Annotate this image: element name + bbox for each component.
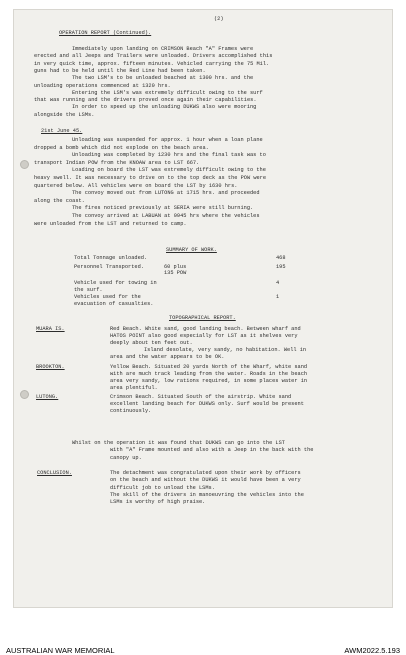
text-line: unloading operations commenced at 1320 hrs. [34,82,171,89]
reference-number: AWM2022.5.193 [344,646,400,655]
summary-value: 195 [276,264,286,270]
topo-line: Crimson Beach. Situated South of the airstrip. White sand [110,394,292,400]
text-line: guns had to be held until the Red Line had been taken. [34,67,206,74]
topo-line: Yellow Beach. Situated 20 yards North of the Wharf, white sand [110,364,308,370]
summary-value: 1 [276,294,280,300]
text-line: canopy up. [110,454,142,461]
summary-label: the surf. [74,287,103,293]
text-line: Unloading was suspended for approx. 1 hour when a loan plane [72,137,263,143]
text-line: The convoy moved out from LUTONG at 1715 hrs. and proceeded [72,190,260,197]
topo-line: with are much track leading from the water. Roads in the beach [110,371,308,377]
text-line: that was running and the drivers proved once again their capabilities. [34,97,257,104]
summary-value: 468 [276,255,286,261]
summary-value: 4 [276,280,280,286]
topo-line: area very sandy, low rations required, in some places water in [110,378,308,384]
text-line: quartered below. All vehicles were on board the LST by 1630 hrs. [34,182,238,189]
summary-label: Vehicle used for towing in [74,280,157,286]
text-line: alongside the LSMs. [34,111,95,118]
place-name: BROOKTON. [36,364,65,370]
topo-line: excellent landing beach for DUKWS only. Surf would be present [110,401,304,407]
conclusion-label: CONCLUSION. [37,470,72,476]
text-line: Immediately upon landing on CRIMSON Beach "A" Frames were [72,46,254,52]
summary-label: evacuation of casualties. [74,301,154,307]
punch-hole [20,160,29,169]
text-line: Entering the LSM's was extremely difficult owing to the surf [72,89,263,96]
text-line: were unloaded from the LST and returned to camp. [34,220,187,227]
text-line: along the coast. [34,197,85,204]
summary-label: Personnel Transported. [74,264,144,270]
text-line: heavy swell. It was necessary to drive on to the top deck as the POW were [34,175,267,181]
summary-label: Vehicles used for the [74,294,141,300]
topo-line: HATOS POINT also good especially for LST as it shelves very [110,333,298,339]
topo-line: continuously. [110,408,152,414]
text-line: transport Indian POW from the KNOAW area to LST 667. [34,159,200,166]
text-line: erected and all Jeeps and Trailers were unloaded. Drivers accomplished this [34,53,273,60]
topo-line: Red Beach. White sand, good landing beach. Between wharf and [110,326,301,332]
topo-line: Island desolate, very sandy, no habitation. Well in [144,347,307,353]
footer-bar [0,608,406,653]
text-line: difficult job to unload the LSMs. [110,484,215,491]
topo-line: area and the water appears to be OK. [110,354,225,360]
text-line: The convoy arrived at LABUAN at 0945 hrs where the vehicles [72,213,260,219]
text-line: The two LSM's to be unloaded beached at 1300 hrs. and the [72,75,254,82]
text-line: Loading on board the LST was extremely difficult owing to the [72,167,266,174]
document-page [14,10,392,607]
summary-detail: 60 plus 135 POW [164,264,187,276]
topo-line: area plentiful. [110,385,158,391]
report-heading: OPERATION REPORT (Continued). [59,30,152,36]
topo-heading: TOPOGRAPHICAL REPORT. [169,315,236,321]
text-line: The fires noticed previously at SERIA were still burning. [72,205,254,212]
date-heading: 21st June 45. [41,128,83,134]
summary-heading: SUMMARY OF WORK. [166,247,217,253]
text-line: The skill of the drivers in manoeuvring the vehicles into the [110,491,304,498]
text-line: with "A" Frame mounted and also with a Jeep in the back with the [110,447,314,454]
topo-line: deeply about ten feet out. [110,340,193,346]
text-line: In order to speed up the unloading DUKWS also were mooring [72,104,257,111]
text-line: LSMs is worthy of high praise. [110,499,206,506]
summary-label: Total Tonnage unloaded. [74,255,148,261]
text-line: Unloading was completed by 1230 hrs and the final task was to [72,152,266,159]
text-line: The detachment was congratulated upon their work by officers [110,470,301,476]
text-line: Whilst on the operation it was found that DUKWS can go into the LST [72,440,285,446]
place-name: LUTONG. [36,394,59,400]
place-name: MUARA IS. [36,326,65,332]
text-line: in very quick time, approx. fifteen minutes. Vehicled carrying the 75 Mil. [34,60,270,67]
text-line: on the beach and without the DUKWS it would have been a very [110,477,301,484]
text-line: dropped a bomb which did not explode on the beach area. [34,144,209,151]
institution-label: AUSTRALIAN WAR MEMORIAL [6,646,115,655]
punch-hole [20,390,29,399]
page-number: (2) [214,16,224,22]
